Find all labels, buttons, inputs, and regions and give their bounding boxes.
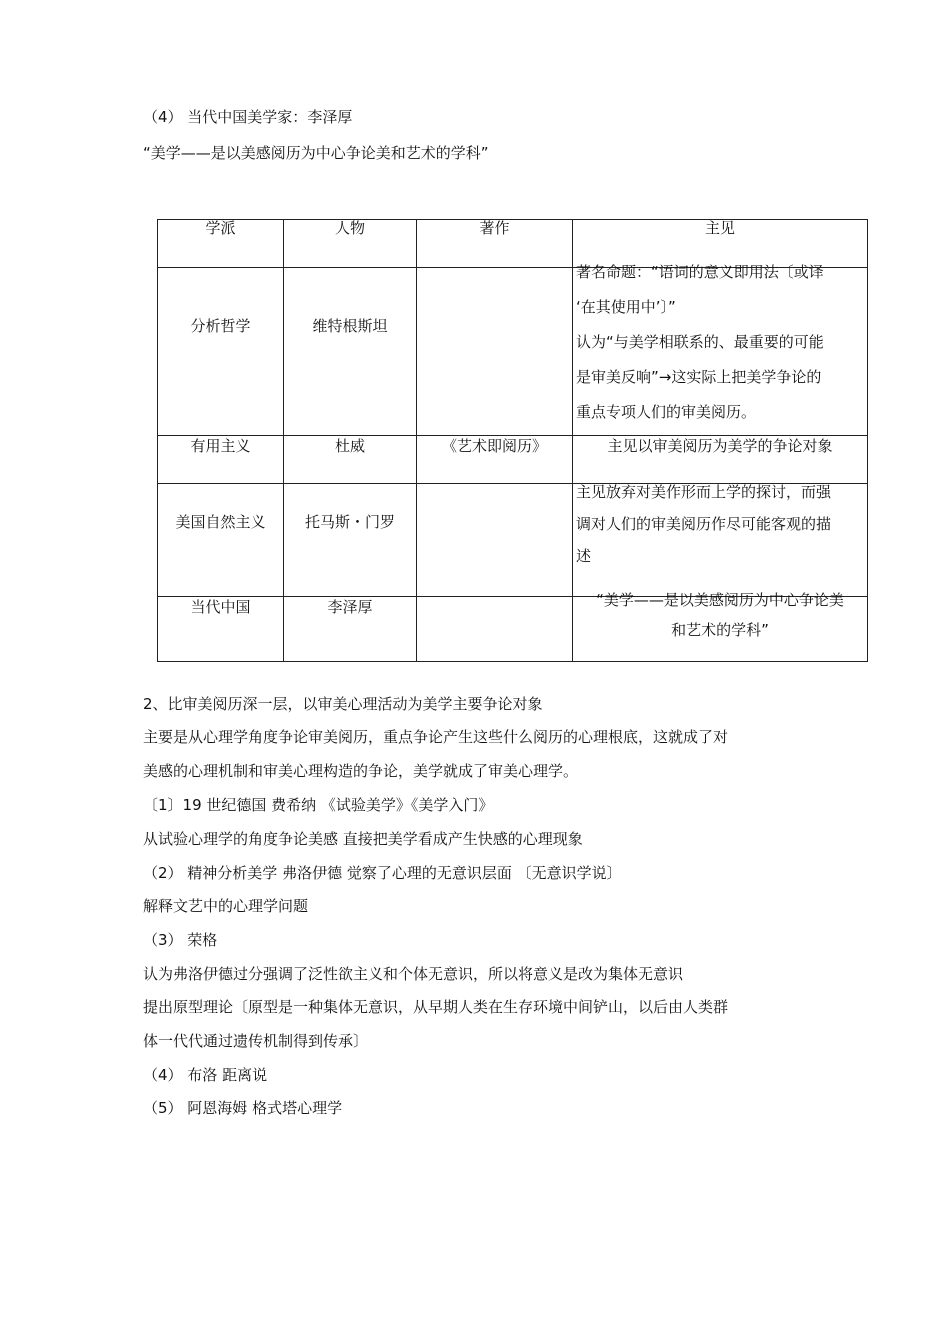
aesthetics-schools-table [157, 219, 868, 662]
body-line: 从试验心理学的角度争论美感 直接把美学看成产生快感的心理现象 [143, 830, 583, 848]
cell-school: 有用主义 [158, 436, 284, 484]
header-school: 学派 [158, 220, 284, 268]
body-line: 〔1〕19 世纪德国 费希纳 《试验美学》《美学入门》 [143, 796, 494, 814]
body-line: 认为弗洛伊德过分强调了泛性欲主义和个体无意识，所以将意义是改为集体无意识 [143, 965, 684, 983]
body-line: 解释文艺中的心理学问题 [143, 897, 309, 915]
cell-person: 维特根斯坦 [284, 268, 417, 436]
li-zehou-quote: “美学——是以美感阅历为中心争论美和艺术的学科” [143, 144, 489, 162]
header-work: 著作 [417, 220, 573, 268]
body-line: （4） 布洛 距离说 [143, 1066, 268, 1084]
body-line: 主要是从心理学角度争论审美阅历，重点争论产生这些什么阅历的心理根底，这就成了对 [143, 728, 729, 746]
cell-opinion: 主见以审美阅历为美学的争论对象 [573, 436, 868, 484]
cell-opinion [573, 484, 868, 597]
cell-work: 《艺术即阅历》 [417, 436, 573, 484]
opinion-line: “美学——是以美感阅历为中心争论美 [596, 591, 844, 609]
opinion-line: 著名命题：“语词的意义即用法〔或译 [576, 263, 824, 281]
opinion-line: 重点专项人们的审美阅历。 [576, 403, 757, 421]
cell-person: 李泽厚 [284, 597, 417, 662]
cell-work [417, 597, 573, 662]
body-line: （2） 精神分析美学 弗洛伊德 觉察了心理的无意识层面 〔无意识学说〕 [143, 864, 622, 882]
cell-school: 美国自然主义 [158, 484, 284, 597]
table-row [158, 597, 868, 662]
opinion-line: 认为“与美学相联系的、最重要的可能 [576, 333, 824, 351]
body-line: 提出原型理论〔原型是一种集体无意识，从早期人类在生存环境中间铲山，以后由人类群 [143, 998, 729, 1016]
body-line: （3） 荣格 [143, 931, 218, 949]
cell-person: 杜威 [284, 436, 417, 484]
cell-person: 托马斯・门罗 [284, 484, 417, 597]
header-person: 人物 [284, 220, 417, 268]
header-opinion: 主见 [573, 220, 868, 268]
body-line: （5） 阿恩海姆 格式塔心理学 [143, 1099, 343, 1117]
cell-opinion [573, 591, 868, 662]
cell-work [417, 268, 573, 436]
table-row [158, 484, 868, 597]
opinion-line: 是审美反响”→这实际上把美学争论的 [576, 368, 822, 386]
opinion-line: 述 [576, 547, 592, 565]
body-line: 2、比审美阅历深一层，以审美心理活动为美学主要争论对象 [143, 695, 543, 713]
section-heading-li-zehou: （4） 当代中国美学家：李泽厚 [143, 108, 353, 126]
opinion-line: 和艺术的学科” [671, 621, 769, 639]
cell-opinion [573, 263, 868, 436]
body-line: 体一代代通过遗传机制得到传承〕 [143, 1032, 369, 1050]
cell-school: 当代中国 [158, 597, 284, 662]
cell-school: 分析哲学 [158, 268, 284, 436]
table-row [158, 268, 868, 436]
opinion-line: 调对人们的审美阅历作尽可能客观的描 [576, 515, 832, 533]
opinion-line: ‘在其使用中’〕” [576, 298, 676, 316]
body-line: 美感的心理机制和审美心理构造的争论，美学就成了审美心理学。 [143, 762, 579, 780]
cell-work [417, 484, 573, 597]
opinion-line: 主见放弃对美作形而上学的探讨，而强 [576, 483, 832, 501]
